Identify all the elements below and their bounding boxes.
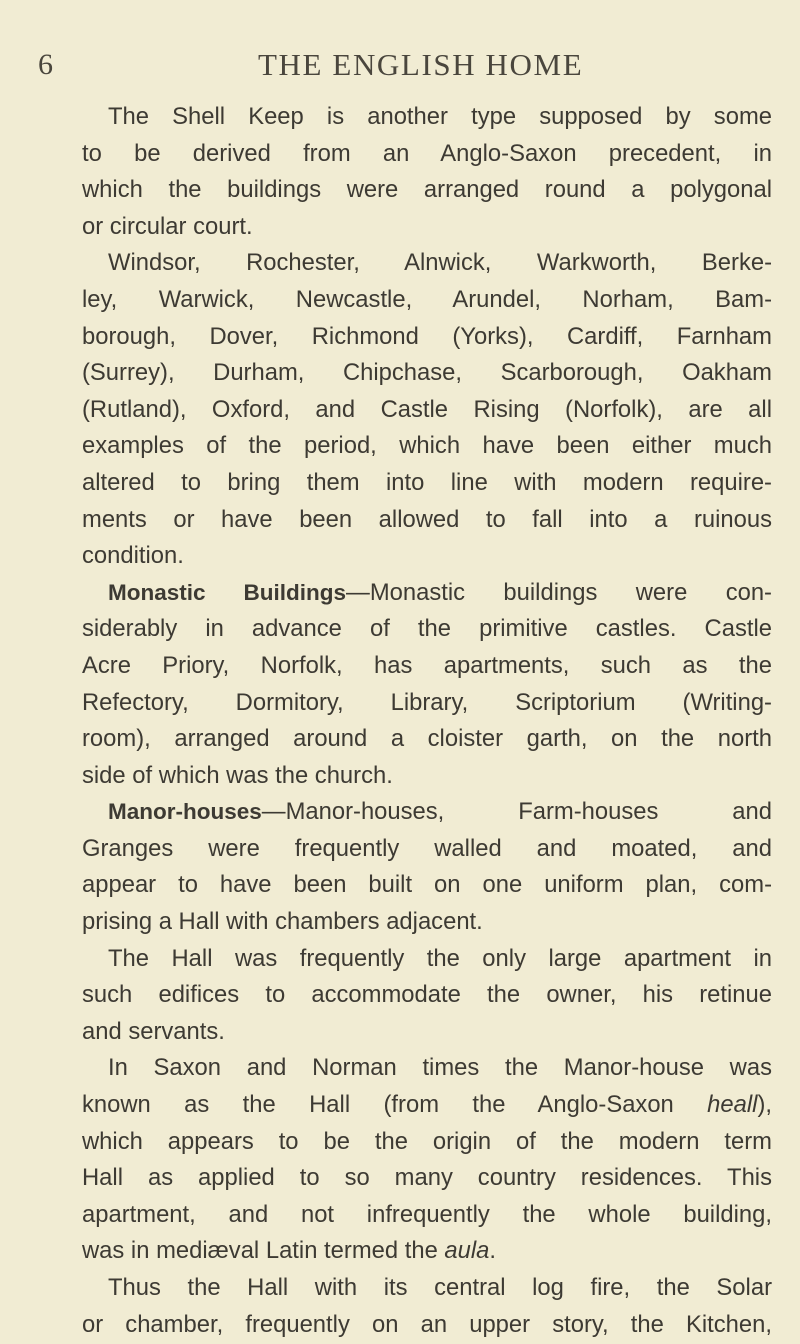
section-heading-monastic: Monastic Buildings [108, 579, 347, 605]
text-line: appear to have been built on one uniform plan, com- [82, 871, 772, 899]
text-line: In Saxon and Norman times the Manor-house was [108, 1054, 772, 1082]
text-line: (Surrey), Durham, Chipchase, Scarborough, Oakham [82, 359, 772, 387]
section-heading-manor-houses: Manor-houses [108, 799, 262, 825]
text-line: condition. [82, 542, 184, 570]
running-head [0, 44, 800, 86]
italic-term-aula: aula [444, 1237, 490, 1265]
text-line [82, 575, 772, 612]
text-line: ments or have been allowed to fall into a ruinous [82, 505, 772, 533]
text-line: which appears to be the origin of the modern term [82, 1127, 772, 1155]
text-line: such edifices to accommodate the owner, his retinue [82, 981, 772, 1009]
text-line: borough, Dover, Richmond (Yorks), Cardiff, Farnham [82, 322, 772, 350]
text-line: ley, Warwick, Newcastle, Arundel, Norham, Bam- [82, 285, 772, 313]
body-text [82, 99, 772, 1343]
text-line: Granges were frequently walled and moated, and [82, 834, 772, 862]
text-run: . [489, 1237, 497, 1265]
text-line: side of which was the church. [82, 761, 393, 789]
text-run: was in mediæval Latin termed the [82, 1237, 445, 1265]
text-line: to be derived from an Anglo-Saxon precedent, in [82, 139, 772, 167]
text-line: Thus the Hall with its central log fire, the Solar [108, 1274, 772, 1301]
text-run: —Monastic buildings were con- [346, 578, 772, 606]
text-line: Refectory, Dormitory, Library, Scriptorium (Writing- [82, 688, 772, 716]
text-line [82, 794, 772, 831]
running-title: THE ENGLISH HOME [258, 47, 584, 82]
text-run: ), [757, 1091, 772, 1119]
text-line [82, 1087, 772, 1124]
page-number: 6 [38, 48, 53, 81]
text-line: and servants. [82, 1017, 225, 1045]
text-line: siderably in advance of the primitive castles. Castle [82, 615, 772, 643]
italic-term-heall: heall [707, 1091, 758, 1119]
text-line: The Shell Keep is another type supposed by some [108, 103, 772, 130]
text-line: Hall as applied to so many country residences. This [82, 1164, 772, 1192]
text-line: (Rutland), Oxford, and Castle Rising (Norfolk), are all [82, 395, 772, 423]
text-line: or circular court. [82, 212, 253, 240]
text-line: prising a Hall with chambers adjacent. [82, 908, 483, 936]
text-run: —Manor-houses, Farm-houses and [261, 798, 772, 826]
text-line: altered to bring them into line with modern require- [82, 468, 772, 496]
text-run: known as the Hall (from the Anglo-Saxon [82, 1091, 708, 1119]
text-line: examples of the period, which have been either much [82, 432, 772, 460]
text-line: or chamber, frequently on an upper story, the Kitchen, [82, 1310, 772, 1338]
text-line: which the buildings were arranged round a polygonal [82, 176, 772, 204]
text-line: Acre Priory, Norfolk, has apartments, such as the [82, 651, 772, 679]
text-line [82, 1233, 772, 1270]
text-line: room), arranged around a cloister garth, on the north [82, 725, 772, 753]
text-line: Windsor, Rochester, Alnwick, Warkworth, Berke- [108, 249, 772, 277]
text-line: The Hall was frequently the only large apartment in [108, 944, 772, 972]
text-line: apartment, and not infrequently the whole building, [82, 1200, 772, 1228]
